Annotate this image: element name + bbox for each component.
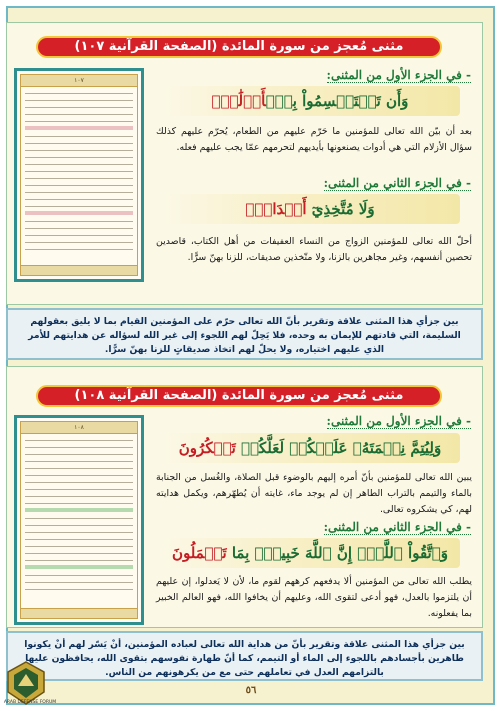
part1-text-108: يبين الله تعالى للمؤمنين بأنّ أمره إليهم بالوضوء قبل الصلاة، والغُسل من الجنابة بالماء والتيمم بالتراب الطاهر إن لم يوجد ماء، غايته أن يُطهّرهم، ويكمل هدايته لهم، كي يشكروه تعالى. xyxy=(156,472,472,515)
part2-heading-107: - في الجزء الثاني من المثنى: xyxy=(323,176,471,190)
ayah-107-part1: وَأَن تَسۡتَقۡسِمُواْ بِٱلۡأَزۡلَٰمِۚ xyxy=(160,86,460,116)
mushaf-page-frame xyxy=(20,421,138,619)
part1-heading-107: - في الجزء الأول من المثنى: xyxy=(326,68,471,82)
ayah-108-part2: وَٱتَّقُواْ ٱللَّهَۚ إِنَّ ٱللَّهَ خَبِيرُۢ بِمَا تَعۡمَلُونَ xyxy=(160,538,460,568)
part1-heading-108: - في الجزء الأول من المثنى: xyxy=(326,414,471,428)
logo-caption: ARAB DEFENSE FORUM xyxy=(3,700,57,705)
mushaf-header: ١٠٨ xyxy=(21,422,137,434)
page-number: ٥٦ xyxy=(245,685,257,696)
mushaf-header: ١٠٧ xyxy=(21,75,137,87)
mushaf-footer xyxy=(21,608,137,618)
section-title-107: مثنى مُعجز من سورة المائدة (الصفحة القرآنية ١٠٧) xyxy=(36,36,442,58)
section-title-108: مثنى مُعجز من سورة المائدة (الصفحة القرآنية ١٠٨) xyxy=(36,385,442,407)
part2-heading-108: - في الجزء الثاني من المثنى: xyxy=(323,520,471,534)
mushaf-page-frame xyxy=(20,74,138,276)
part2-text-108: يطلب الله تعالى من المؤمنين ألا يدفعهم كرههم لقوم ما، لأن لا يَعدلوا، إن عليهم أن يلتزموا بالعدل، فهو أدعى لتقوى الله، وعليهم أن يخافوا الله، فهو العالم الخبير بما يفعلونه. xyxy=(156,576,472,619)
summary-107: بين جزأي هذا المثنى علاقة وتقرير بأنّ الله تعالى حرّم على المؤمنين القيام بما لا يليق بعقولهم السليمة، التي قادتهم للإيمان به وحده، فلا يَحِلّ لهم اللجوء إلى غير الله لسؤاله عن هدايتهم للأمر الذي عليهم اختياره، ولا يحلّ لهم اتخاذ صديقاتٍ للزنا بهنّ سرًّا. xyxy=(6,308,483,360)
mushaf-page-108 xyxy=(14,415,144,625)
ayah-107-part2: وَلَا مُتَّخِذِيٓ أَخۡدَانٖۗ xyxy=(160,194,460,224)
summary-108: بين جزأي هذا المثنى علاقة وتقرير بأنّ من هداية الله تعالى لعباده المؤمنين، أنْ يَسّر لهم أنْ يكونوا طاهرين بأجسادهم باللجوء إلى الماء أو التيمم، كما أنّ طهارة نفوسهم بتقوى الله، يحافظون عليها بالتزامهم العدل في تعاملهم حتى مع من يكرهونهم من الناس. xyxy=(6,631,483,681)
ayah-108-part1: وَلِيُتِمَّ نِعۡمَتَهُۥ عَلَيۡكُمۡ لَعَلَّكُمۡ تَشۡكُرُونَ xyxy=(160,433,460,463)
mushaf-footer xyxy=(21,265,137,275)
part2-text-107: أحلّ الله تعالى للمؤمنين الزواج من النساء العفيفات من أهل الكتاب، قاصدين تحصين أنفسهم، وغير مجاهرين بالزنا، ولا متّخذين صديقات، للزنا بهنّ سرًّا. xyxy=(156,236,472,263)
part1-text-107: بعد أن بيّن الله تعالى للمؤمنين ما حَرّم عليهم من الطعام، يُحرّم عليهم كذلك سؤال الأزلام التي هي أدوات يصنعونها بأيديهم لتحرمهم عمّا يجب عليهم فعله. xyxy=(156,126,472,153)
mushaf-page-107 xyxy=(14,68,144,282)
